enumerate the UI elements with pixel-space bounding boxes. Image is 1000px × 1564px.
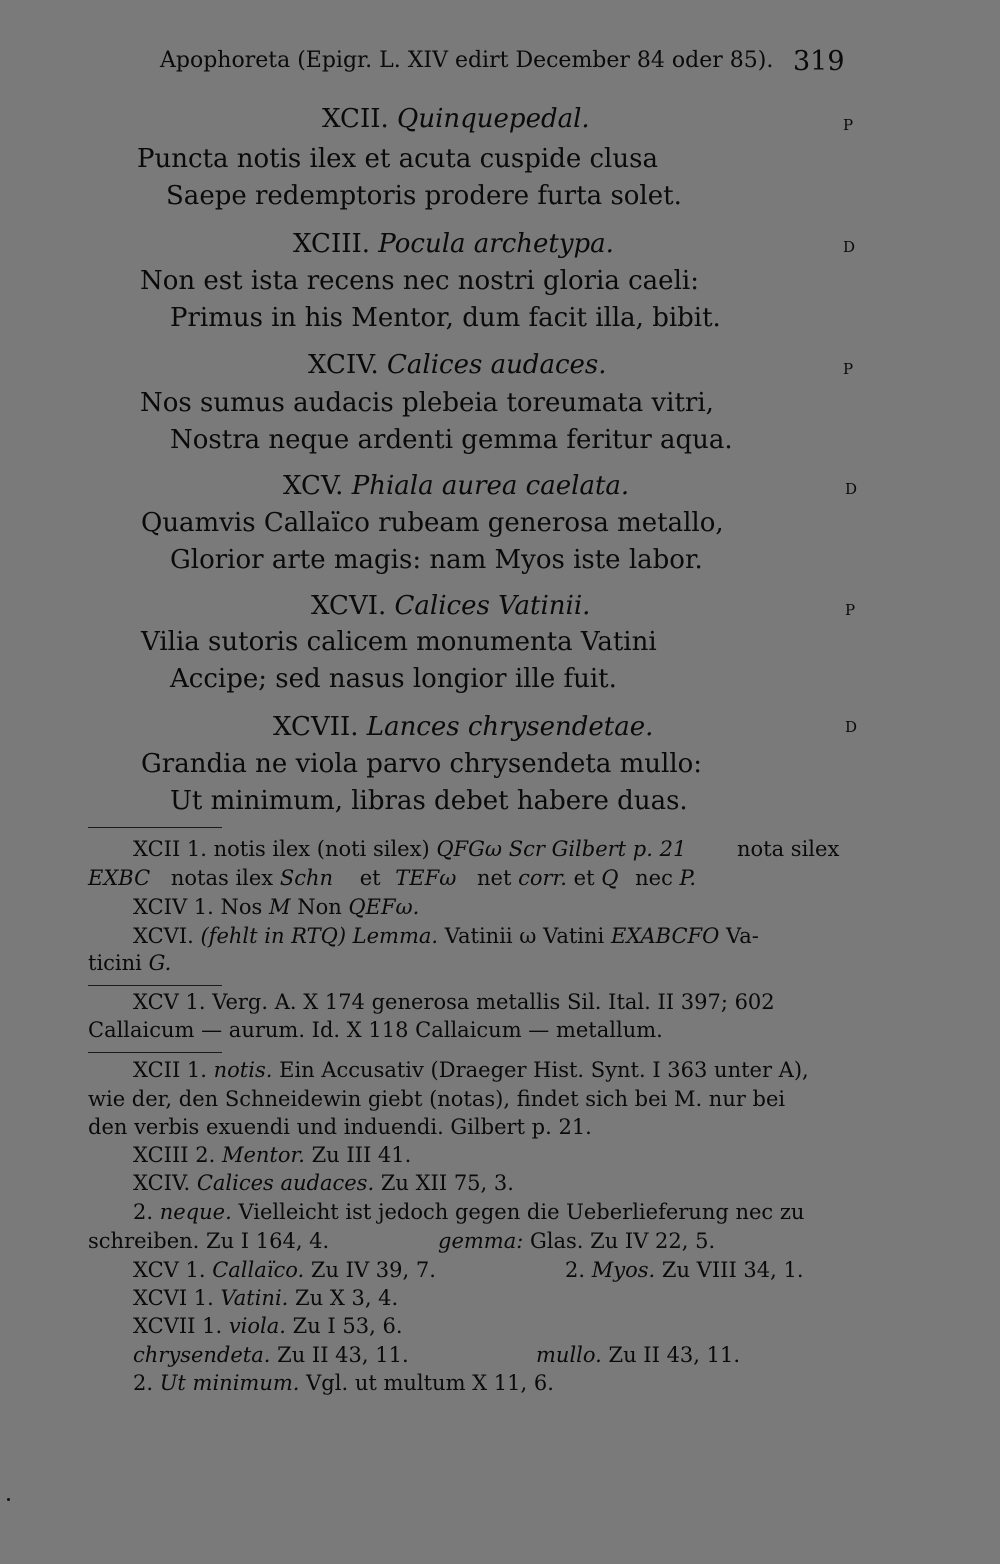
epigram-number: XCV. [283,471,344,501]
commentary-line: XCIV. Calices audaces. Zu XII 75, 3. [133,1171,514,1195]
commentary-line: gemma: Glas. Zu IV 22, 5. [438,1229,716,1253]
scan-speck [7,1498,10,1501]
parallels-line: XCV 1. Verg. A. X 174 generosa metallis Sil. Ital. II 397; 602 [133,990,775,1014]
commentary-line: XCV 1. Callaïco. Zu IV 39, 7. [133,1258,436,1282]
commentary-line: wie der, den Schneidewin giebt (notas), findet sich bei M. nur bei [88,1087,786,1111]
manuscript-family-mark: P [843,116,854,134]
verse-line-1: Non est ista recens nec nostri gloria caeli: [140,266,699,296]
apparatus-line: XCII 1. notis ilex (noti silex) QFGω Scr Gilbert p. 21 [133,837,687,861]
epigram-title [322,104,590,134]
apparatus-line: ticini G. [88,951,172,975]
verse-line-2: Glorior arte magis: nam Myos iste labor. [170,545,703,575]
epigram-lemma: Calices Vatinii. [394,591,591,621]
verse-line-2: Accipe; sed nasus longior ille fuit. [170,664,617,694]
manuscript-family-mark: D [845,480,858,498]
commentary-line: XCIII 2. Mentor. Zu III 41. [133,1143,412,1167]
epigram-number: XCVI. [311,591,387,621]
epigram-title [311,591,590,621]
epigram-lemma: Quinquepedal. [397,104,590,134]
commentary-line: 2. Myos. Zu VIII 34, 1. [565,1258,804,1282]
commentary-line: den verbis exuendi und induendi. Gilbert p. 21. [88,1115,592,1139]
manuscript-family-mark: P [843,360,854,378]
epigram-number: XCVII. [273,712,359,742]
commentary-line: 2. Ut minimum. Vgl. ut multum X 11, 6. [133,1371,554,1395]
verse-line-2: Nostra neque ardenti gemma feritur aqua. [170,425,733,455]
verse-line-2: Primus in his Mentor, dum facit illa, bibit. [170,303,721,333]
apparatus-divider [88,827,222,828]
commentary-line: schreiben. Zu I 164, 4. [88,1229,330,1253]
commentary-divider [88,1052,222,1053]
apparatus-line: XCIV 1. Nos M Non QEFω. [133,895,420,919]
manuscript-family-mark: D [845,718,858,736]
apparatus-line-end: nota silex [737,837,840,861]
verse-line-2: Ut minimum, libras debet habere duas. [170,786,688,816]
parallels-line: Callaicum — aurum. Id. X 118 Callaicum — metallum. [88,1018,663,1042]
commentary-line: chrysendeta. Zu II 43, 11. [133,1343,409,1367]
verse-line-1: Puncta notis ilex et acuta cuspide clusa [137,144,658,174]
commentary-line: XCVII 1. viola. Zu I 53, 6. [133,1314,403,1338]
epigram-number: XCII. [322,104,389,134]
verse-line-2: Saepe redemptoris prodere furta solet. [166,181,682,211]
epigram-lemma: Phiala aurea caelata. [351,471,630,501]
manuscript-family-mark: D [843,238,856,256]
apparatus-line: EXBC notas ilex Schn et TEFω net corr. et Q nec P. [88,866,697,890]
parallels-divider [88,985,222,986]
epigram-title [273,712,653,742]
epigram-lemma: Pocula archetypa. [378,229,614,259]
epigram-number: XCIV. [308,350,379,380]
commentary-line: XCVI 1. Vatini. Zu X 3, 4. [133,1286,399,1310]
apparatus-line: XCVI. (fehlt in RTQ) Lemma. Vatinii ω Vatini EXABCFO Va- [133,924,759,948]
manuscript-family-mark: P [845,601,856,619]
epigram-title [308,350,607,380]
epigram-title [283,471,629,501]
commentary-line: 2. neque. Vielleicht ist jedoch gegen die Ueberlieferung nec zu [133,1200,805,1224]
verse-line-1: Grandia ne viola parvo chrysendeta mullo: [141,749,703,779]
verse-line-1: Vilia sutoris calicem monumenta Vatini [141,627,657,657]
commentary-line: mullo. Zu II 43, 11. [536,1343,741,1367]
running-title: Apophoreta (Epigr. L. XIV edirt December 84 oder 85). [160,48,774,73]
commentary-line: XCII 1. notis. Ein Accusativ (Draeger Hist. Synt. I 363 unter A), [133,1058,809,1082]
epigram-title [293,229,614,259]
page-number: 319 [793,46,845,77]
epigram-lemma: Lances chrysendetae. [366,712,654,742]
verse-line-1: Quamvis Callaïco rubeam generosa metallo, [141,508,724,538]
verse-line-1: Nos sumus audacis plebeia toreumata vitri, [140,388,714,418]
epigram-lemma: Calices audaces. [386,350,607,380]
epigram-number: XCIII. [293,229,371,259]
